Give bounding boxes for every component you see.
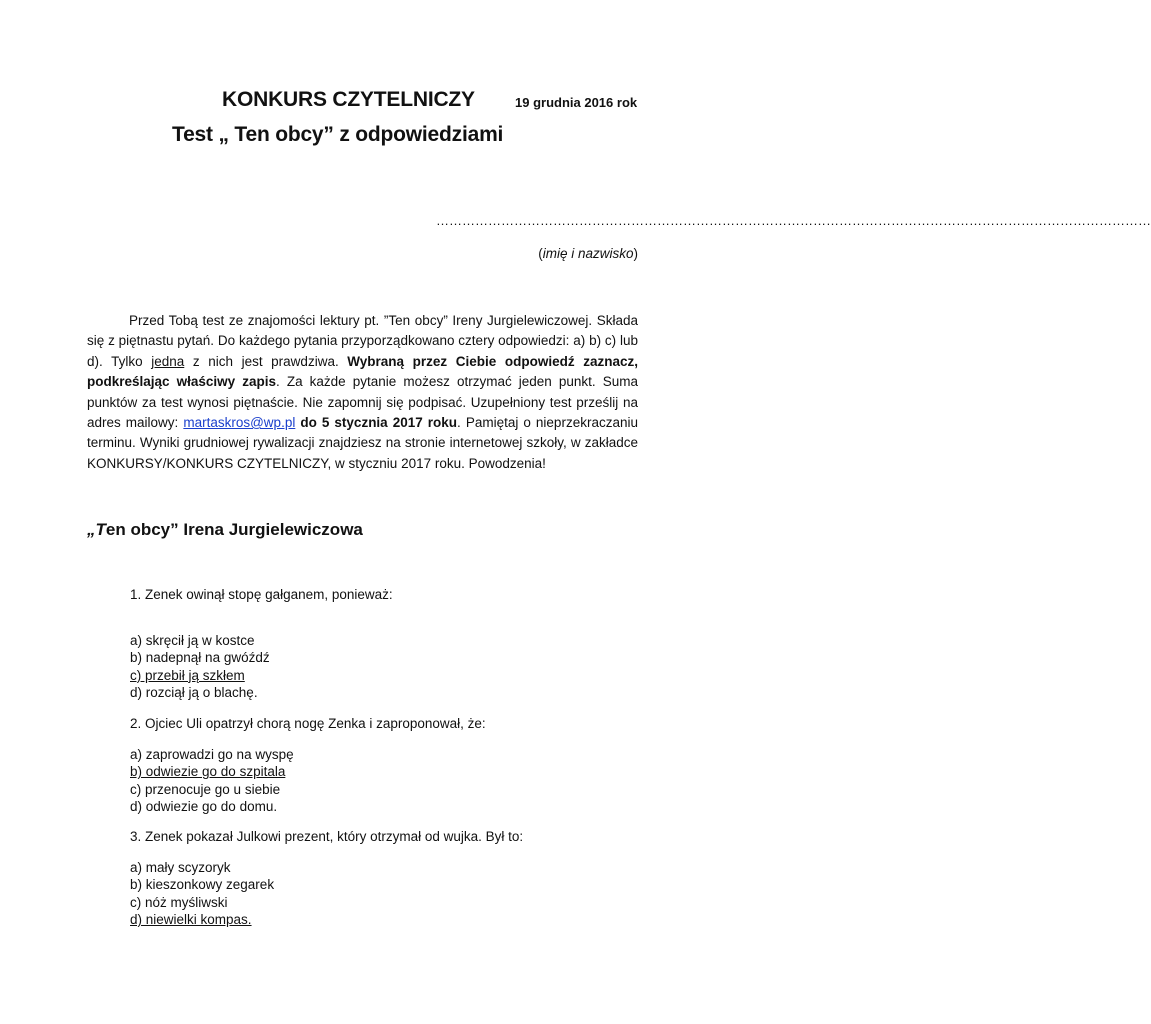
answers-3 xyxy=(130,859,274,929)
answer-option-correct[interactable]: d) niewielki kompas. xyxy=(130,912,252,928)
section-title-quote: „T xyxy=(87,520,106,539)
answers-2 xyxy=(130,746,294,816)
intro-underlined-word: jedna xyxy=(151,353,185,369)
answer-option[interactable]: d) rozciął ją o blachę. xyxy=(130,685,258,701)
section-title xyxy=(87,520,363,540)
intro-bold-instruction: Wybraną przez Ciebie odpowiedź zaznacz, podkreślając właściwy zapis xyxy=(87,353,638,390)
caption-close-paren: ) xyxy=(633,246,638,261)
intro-text-3: . Za każde pytanie możesz otrzymać jeden punkt. Suma punktów za test wynosi piętnaście. Nie zapomnij się podpisać. Uzupełniony test prześlij na adres mailowy: xyxy=(87,374,638,431)
intro-text-2: z nich jest prawdziwa. xyxy=(184,353,348,369)
question-3: 3. Zenek pokazał Julkowi prezent, który otrzymał od wujka. Był to: xyxy=(130,829,524,844)
date-label: 19 grudnia 2016 rok xyxy=(515,95,638,110)
answer-option[interactable]: b) nadepnął na gwóźdź xyxy=(130,650,270,666)
caption-text: imię i nazwisko xyxy=(542,246,634,261)
answer-option[interactable]: a) zaprowadzi go na wyspę xyxy=(130,747,294,762)
answer-option[interactable]: a) mały scyzoryk xyxy=(130,860,231,875)
question-1: 1. Zenek owinął stopę gałganem, ponieważ: xyxy=(130,587,393,602)
name-fill-line[interactable]: ………………………………………………………………………………………………………………………………………………… xyxy=(436,213,1151,228)
name-caption xyxy=(440,246,638,261)
section-title-text: en obcy” Irena Jurgielewiczowa xyxy=(105,520,363,539)
intro-paragraph xyxy=(87,311,638,474)
answer-option-correct[interactable]: c) przebił ją szkłem xyxy=(130,667,245,683)
intro-deadline: do 5 stycznia 2017 roku xyxy=(295,415,458,431)
answer-option[interactable]: c) nóż myśliwski xyxy=(130,894,228,910)
answer-option[interactable]: d) odwiezie go do domu. xyxy=(130,799,278,815)
caption-open-paren: ( xyxy=(538,246,543,261)
question-2: 2. Ojciec Uli opatrzył chorą nogę Zenka i zaproponował, że: xyxy=(130,716,486,731)
intro-text-1: Przed Tobą test ze znajomości lektury pt. ”Ten obcy” Ireny Jurgielewiczowej. Składa się z piętnastu pytań. Do każdego pytania przyporządkowano cztery odpowiedzi: a) b) c) lub d). Tylko xyxy=(87,313,638,369)
page-subtitle: Test „ Ten obcy” z odpowiedziami xyxy=(172,123,504,146)
page-title: KONKURS CZYTELNICZY xyxy=(222,88,475,111)
answer-option-correct[interactable]: b) odwiezie go do szpitala xyxy=(130,764,286,780)
answers-1 xyxy=(130,632,270,702)
email-link[interactable]: martaskros@wp.pl xyxy=(183,415,296,431)
answer-option[interactable]: a) skręcił ją w kostce xyxy=(130,633,255,648)
intro-text-4: . Pamiętaj o nieprzekraczaniu terminu. Wyniki grudniowej rywalizacji znajdziesz na stronie internetowej szkoły, w zakładce KONKURSY/KONKURS CZYTELNICZY, w styczniu 2017 roku. Powodzenia! xyxy=(87,415,638,471)
answer-option[interactable]: b) kieszonkowy zegarek xyxy=(130,877,275,893)
answer-option[interactable]: c) przenocuje go u siebie xyxy=(130,781,281,797)
